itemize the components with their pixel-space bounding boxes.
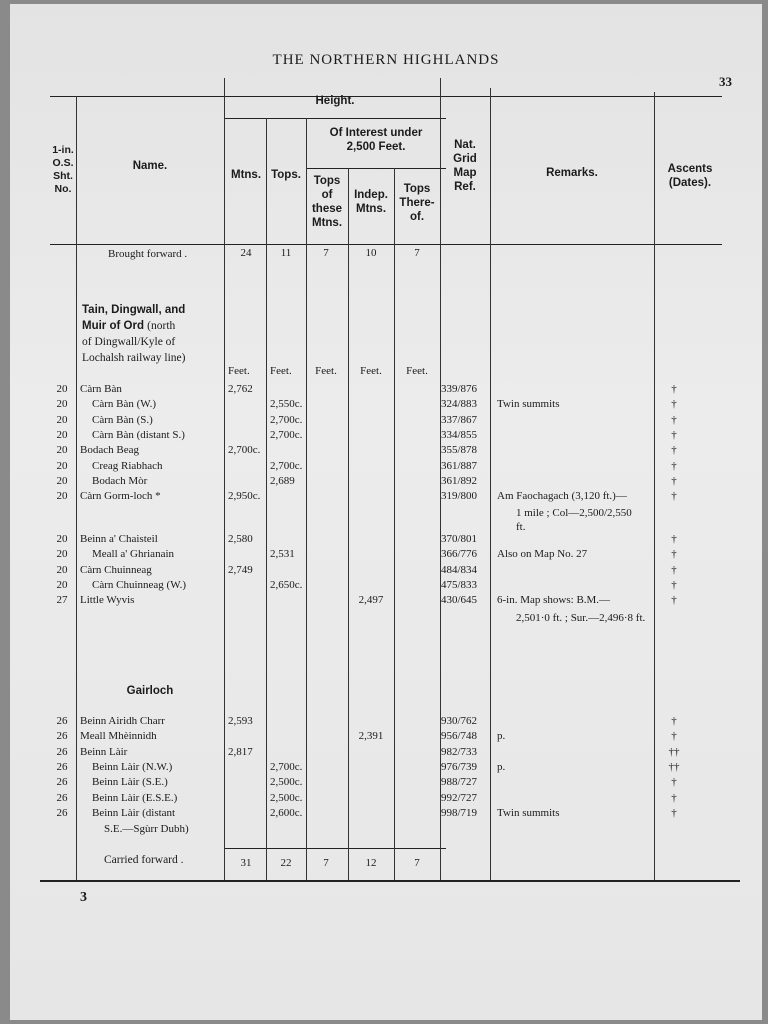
cf-tops-thereof: 7: [414, 857, 420, 869]
sheet-number: 20: [56, 533, 68, 545]
height-indep: 2,391: [358, 730, 384, 743]
grid-ref: 319/800: [441, 490, 478, 503]
remarks: Twin summits: [497, 398, 560, 411]
ascent-marks: †: [671, 791, 677, 804]
mountain-name: Beinn Làir (E.S.E.): [92, 791, 178, 804]
unit-tops-thereof: Feet.: [406, 365, 428, 377]
ascent-marks: †: [671, 776, 677, 789]
section-heading-tain: Tain, Dingwall, and Muir of Ord (north of Dingwall/Kyle of Lochalsh railway line): [82, 304, 186, 364]
sheet-number: 26: [56, 730, 68, 743]
ascent-marks: †: [671, 413, 677, 426]
col-divider: [654, 92, 655, 880]
ascent-marks: †: [671, 563, 677, 576]
ascent-marks: †: [671, 533, 677, 545]
sheet-number: 26: [56, 760, 68, 773]
grid-ref: 992/727: [441, 791, 478, 804]
running-head: THE NORTHERN HIGHLANDS: [272, 52, 500, 68]
remarks: p.: [497, 760, 506, 773]
col-divider: [76, 96, 77, 880]
mountain-name: Beinn Làir (N.W.): [92, 760, 173, 773]
header-sht: 1-in. O.S. Sht. No.: [52, 144, 74, 195]
ascent-marks: †: [671, 459, 677, 472]
grid-ref: 361/892: [441, 474, 478, 487]
mountain-name: Càrn Chuinneag (W.): [92, 578, 186, 591]
header-name: Name.: [132, 160, 168, 172]
sheet-number: 20: [56, 548, 68, 561]
mountain-name: Beinn Làir (distant: [92, 806, 176, 819]
grid-ref: 366/776: [441, 548, 478, 561]
grid-ref: 982/733: [441, 745, 478, 758]
height-tops: 2,550c.: [270, 398, 303, 411]
col-divider: [394, 168, 395, 880]
ascent-marks: †: [671, 578, 677, 591]
header-indep: Indep. Mtns.: [354, 189, 388, 215]
grid-ref: 370/801: [441, 533, 478, 545]
header-tops-thereof: Tops There- of.: [399, 183, 435, 223]
sheet-number: 20: [56, 383, 68, 395]
bf-indep: 10: [365, 247, 377, 259]
header-tops: Tops.: [271, 169, 301, 181]
mountain-name: Beinn Làir: [80, 745, 128, 758]
header-tops-of: Tops of these Mtns.: [311, 175, 343, 229]
name-continuation: S.E.—Sgùrr Dubh): [104, 823, 189, 835]
page-number: 33: [719, 74, 732, 89]
mountain-name: Càrn Bàn: [80, 383, 122, 395]
grid-ref: 334/855: [441, 428, 478, 441]
height-mtns: 2,593: [228, 715, 253, 727]
sheet-number: 26: [56, 776, 68, 789]
height-tops: 2,531: [270, 548, 295, 561]
remark-continuation: 2,501·0 ft. ; Sur.—2,496·8 ft.: [516, 612, 646, 624]
height-tops: 2,700c.: [270, 428, 303, 441]
height-mtns: 2,700c.: [228, 444, 261, 457]
sheet-number: 20: [56, 428, 68, 441]
mountain-name: Bodach Mòr: [92, 474, 148, 487]
col-divider: [224, 78, 225, 880]
carried-forward-label: Carried forward .: [104, 854, 184, 866]
ascent-marks: †: [671, 490, 677, 503]
mountain-name: Càrn Gorm-loch *: [80, 490, 161, 503]
sheet-number: 20: [56, 578, 68, 591]
unit-indep: Feet.: [360, 365, 382, 377]
unit-mtns: Feet.: [228, 365, 250, 377]
sheet-number: 26: [56, 745, 68, 758]
height-tops: 2,500c.: [270, 791, 303, 804]
mountain-name: Càrn Bàn (W.): [92, 398, 157, 411]
bf-tops-thereof: 7: [414, 247, 420, 259]
sheet-number: 20: [56, 474, 68, 487]
mountain-name: Bodach Beag: [80, 444, 139, 457]
grid-ref: 339/876: [441, 383, 478, 395]
cf-tops-of: 7: [323, 857, 329, 869]
header-interest: Of Interest under 2,500 Feet.: [329, 127, 423, 153]
grid-ref: 988/727: [441, 776, 478, 789]
ascent-marks: †: [671, 444, 677, 457]
sheet-number: 20: [56, 459, 68, 472]
remarks: Also on Map No. 27: [497, 548, 588, 561]
header-ascents: Ascents (Dates).: [667, 163, 713, 189]
ascent-marks: †: [671, 806, 677, 819]
height-mtns: 2,749: [228, 563, 253, 576]
header-grid: Nat. Grid Map Ref.: [453, 139, 477, 193]
height-tops: 2,600c.: [270, 806, 303, 819]
grid-ref: 484/834: [441, 563, 478, 576]
height-mtns: 2,950c.: [228, 490, 261, 503]
sheet-number: 20: [56, 444, 68, 457]
grid-ref: 324/883: [441, 398, 478, 411]
mountain-name: Beinn Làir (S.E.): [92, 776, 168, 789]
brought-forward-label: Brought forward .: [108, 248, 188, 260]
cf-indep: 12: [365, 857, 377, 869]
bf-tops-of: 7: [323, 247, 329, 259]
grid-ref: 475/833: [441, 578, 478, 591]
cf-mtns: 31: [240, 857, 252, 869]
sheet-number: 20: [56, 563, 68, 576]
remark-continuation: ft.: [516, 521, 526, 533]
remark-continuation: 1 mile ; Col—2,500/2,550: [516, 507, 632, 519]
bf-tops: 11: [280, 247, 292, 259]
grid-ref: 976/739: [441, 760, 478, 773]
height-tops: 2,650c.: [270, 578, 303, 591]
unit-tops-of: Feet.: [315, 365, 337, 377]
height-tops: 2,700c.: [270, 459, 303, 472]
col-divider: [348, 168, 349, 880]
mountain-name: Meall a' Ghrianain: [92, 548, 175, 561]
ascent-marks: ††: [668, 760, 680, 773]
header-height: Height.: [315, 95, 355, 107]
height-tops: 2,689: [270, 474, 295, 487]
bottom-rule: [40, 880, 740, 882]
remarks: Twin summits: [497, 806, 560, 819]
ascent-marks: †: [671, 474, 677, 487]
remarks: 6-in. Map shows: B.M.—: [497, 594, 611, 607]
col-divider: [490, 88, 491, 880]
grid-ref: 956/748: [441, 730, 478, 743]
height-tops: 2,500c.: [270, 776, 303, 789]
mountain-name: Creag Riabhach: [92, 459, 163, 472]
grid-ref: 930/762: [441, 715, 478, 727]
sheet-number: 20: [56, 413, 68, 426]
sheet-number: 27: [56, 594, 68, 607]
height-indep: 2,497: [358, 594, 384, 607]
height-tops: 2,700c.: [270, 413, 303, 426]
grid-ref: 355/878: [441, 444, 478, 457]
grid-ref: 337/867: [441, 413, 478, 426]
grid-ref: 430/645: [441, 594, 478, 607]
header-mtns: Mtns.: [230, 169, 262, 181]
mountain-name: Little Wyvis: [80, 594, 135, 607]
unit-tops: Feet.: [270, 365, 292, 377]
mountain-name: Càrn Bàn (S.): [92, 413, 153, 426]
mountain-name: Càrn Bàn (distant S.): [92, 428, 185, 441]
ascent-marks: ††: [668, 745, 680, 758]
sheet-number: 26: [56, 791, 68, 804]
ascent-marks: †: [671, 594, 677, 607]
remarks: p.: [497, 730, 506, 743]
ascent-marks: †: [671, 383, 677, 395]
ascent-marks: †: [671, 715, 677, 727]
cf-tops: 22: [280, 857, 292, 869]
sheet-number: 20: [56, 398, 68, 411]
mountain-name: Beinn Airidh Charr: [80, 715, 165, 727]
height-rule: [224, 118, 446, 119]
bf-mtns: 24: [240, 247, 252, 259]
section-heading-gairloch: Gairloch: [126, 685, 174, 697]
grid-ref: 998/719: [441, 806, 478, 819]
interest-rule: [306, 168, 446, 169]
height-mtns: 2,762: [228, 383, 253, 395]
header-bottom-rule: [50, 244, 722, 245]
remarks: Am Faochagach (3,120 ft.)—: [497, 490, 627, 503]
ascent-marks: †: [671, 398, 677, 411]
height-tops: 2,700c.: [270, 760, 303, 773]
mountain-name: Càrn Chuinneag: [80, 563, 152, 576]
ascent-marks: †: [671, 730, 677, 743]
mountain-name: Meall Mhèinnidh: [80, 730, 157, 743]
ascent-marks: †: [671, 548, 677, 561]
sheet-number: 26: [56, 715, 68, 727]
grid-ref: 361/887: [441, 459, 478, 472]
header-remarks: Remarks.: [546, 167, 598, 179]
signature-mark: 3: [80, 890, 87, 905]
sheet-number: 26: [56, 806, 68, 819]
sheet-number: 20: [56, 490, 68, 503]
totals-rule: [224, 848, 446, 849]
height-mtns: 2,817: [228, 745, 253, 758]
height-mtns: 2,580: [228, 533, 253, 545]
book-page: [10, 4, 762, 1020]
mountain-name: Beinn a' Chaisteil: [80, 533, 158, 545]
ascent-marks: †: [671, 428, 677, 441]
